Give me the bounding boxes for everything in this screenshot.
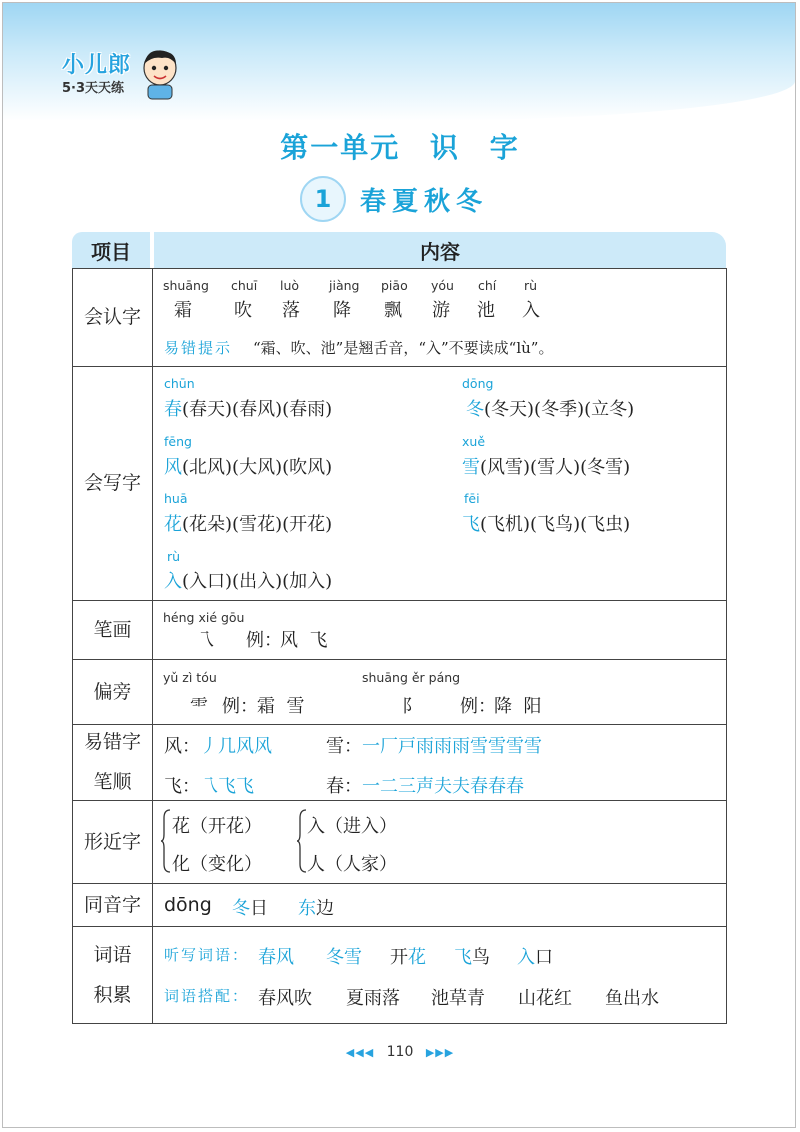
stroke-steps: 乁飞飞 <box>200 776 254 797</box>
lesson-number: 1 <box>300 176 346 222</box>
word-blue: 花 <box>408 947 426 968</box>
homophone-rest: 边 <box>316 898 334 919</box>
collocation-word: 鱼出水 <box>605 988 659 1009</box>
pinyin: rù <box>524 278 538 293</box>
example-text: 风 飞 <box>280 630 328 651</box>
column-divider <box>152 268 153 1024</box>
label-hui-ren-zi: 会认字 <box>83 306 141 328</box>
radical: 阝 <box>402 696 420 717</box>
pinyin: yǔ zì tóu <box>163 670 217 685</box>
tip-text: “霜、吹、池”是翘舌音，“入”不要读成“lù”。 <box>253 339 554 357</box>
stroke-steps: 丿几风风 <box>200 736 272 757</box>
pinyin: chí <box>478 278 497 293</box>
label-xing-jin: 形近字 <box>83 830 141 853</box>
char: 游 <box>432 300 450 321</box>
word-blue: 入 <box>517 947 535 968</box>
example-label: 例： <box>246 630 282 651</box>
char: 霜 <box>174 300 192 321</box>
stroke-order-xue <box>326 732 542 758</box>
pinyin: luò <box>280 278 300 293</box>
char: 吹 <box>234 300 252 321</box>
boy-mascot-icon <box>140 48 180 100</box>
write-item-xue <box>462 453 630 479</box>
logo-title: 小儿郎 <box>62 53 132 78</box>
collocation-word: 夏雨落 <box>346 988 400 1009</box>
label-ci-yu <box>73 926 152 1024</box>
row-divider <box>72 926 727 927</box>
char: 飘 <box>384 300 402 321</box>
homophone-char: 冬 <box>232 898 250 919</box>
label-ci-yu-2: 积累 <box>93 984 132 1006</box>
char: 落 <box>282 300 300 321</box>
logo-subtitle: 5·3天天练 <box>62 81 125 96</box>
pinyin: fēng <box>164 434 192 449</box>
char: 花 <box>164 514 182 535</box>
lesson-heading <box>300 176 488 222</box>
right-arrows-icon: ▶▶▶ <box>425 1046 455 1059</box>
stroke-order-chun <box>326 772 524 798</box>
pinyin: shuāng ěr páng <box>362 670 461 685</box>
pinyin: chuī <box>231 278 258 293</box>
collocation-label: 词语搭配： <box>164 987 250 1005</box>
radical: ⻗ <box>190 696 208 717</box>
row-divider <box>72 800 727 801</box>
pinyin: yóu <box>431 278 454 293</box>
dictation-word <box>258 943 294 969</box>
pinyin: rù <box>167 549 181 564</box>
homophone-char: 东 <box>298 898 316 919</box>
header-content: 内容 <box>154 232 726 268</box>
row-divider <box>72 883 727 884</box>
similar-char: 化（变化） <box>172 854 262 875</box>
row-divider <box>72 600 727 601</box>
write-item-hua <box>164 510 332 536</box>
write-item-fei <box>462 510 630 536</box>
label-pian-pang: 偏旁 <box>93 680 132 703</box>
example-text: 霜 雪 <box>257 696 305 717</box>
stroke-order-fei <box>164 772 254 798</box>
pinyin: piāo <box>381 278 408 293</box>
pinyin: dōng <box>462 376 494 391</box>
unit-title: 第一单元 识 字 <box>280 131 520 164</box>
label-ci-yu-1: 词语 <box>93 944 132 966</box>
pinyin: héng xié gōu <box>163 610 245 625</box>
lesson-title: 春夏秋冬 <box>360 186 489 217</box>
header-item: 项目 <box>72 232 150 268</box>
word-plain: 鸟 <box>472 947 490 968</box>
word-blue: 冬雪 <box>326 947 362 968</box>
dictation-word <box>454 943 490 969</box>
similar-char: 入（进入） <box>307 816 397 837</box>
label-bi-shun: 笔顺 <box>93 771 132 793</box>
pinyin: xuě <box>462 434 486 449</box>
label-yi-cuo-zi: 易错字 <box>83 731 141 753</box>
char: 冬 <box>466 399 484 420</box>
pinyin: chūn <box>164 376 195 391</box>
row-divider <box>72 724 727 725</box>
words: (春天)(春风)(春雨) <box>182 399 333 420</box>
homophone-word-1 <box>232 894 268 920</box>
stroke-char: 春： <box>326 776 362 797</box>
char: 入 <box>164 571 182 592</box>
example-label: 例： <box>460 696 496 717</box>
write-item-chun <box>164 395 332 421</box>
similar-char: 人（人家） <box>307 854 397 875</box>
stroke-steps: 一厂戸雨雨雨雪雪雪雪 <box>362 736 542 757</box>
collocation-word: 池草青 <box>431 988 485 1009</box>
word-blue: 飞 <box>454 947 472 968</box>
words: (风雪)(雪人)(冬雪) <box>480 457 631 478</box>
tip-label: 易错提示 <box>164 339 233 357</box>
similar-char: 花（开花） <box>172 816 262 837</box>
label-yi-cuo <box>73 724 152 800</box>
words: (花朵)(雪花)(开花) <box>182 514 333 535</box>
char: 风 <box>164 457 182 478</box>
words: (北风)(大风)(吹风) <box>182 457 333 478</box>
label-tong-yin: 同音字 <box>83 893 141 916</box>
char: 降 <box>333 300 351 321</box>
homophone-word-2 <box>298 894 334 920</box>
char: 雪 <box>462 457 480 478</box>
words: (冬天)(冬季)(立冬) <box>484 399 635 420</box>
word-plain: 开 <box>390 947 408 968</box>
stroke-char: 乁 <box>196 630 214 651</box>
label-hui-xie-zi: 会写字 <box>83 472 141 494</box>
char: 入 <box>522 300 540 321</box>
stroke-char: 风： <box>164 736 200 757</box>
logo <box>62 48 131 96</box>
row-divider <box>72 659 727 660</box>
stroke-steps: 一二三声夫夫春春春 <box>362 776 524 797</box>
stroke-order-feng <box>164 732 272 758</box>
stroke-char: 飞： <box>164 776 200 797</box>
write-item-ru <box>164 567 332 593</box>
pinyin: fēi <box>464 491 480 506</box>
homophone-rest: 日 <box>250 898 268 919</box>
dictation-word <box>390 943 426 969</box>
left-arrows-icon: ◀◀◀ <box>345 1046 375 1059</box>
pinyin: jiàng <box>329 278 360 293</box>
dictation-word <box>517 943 553 969</box>
collocation-word: 山花红 <box>518 988 572 1009</box>
example-text: 降 阳 <box>494 696 542 717</box>
label-bi-hua: 笔画 <box>93 618 132 641</box>
words: (飞机)(飞鸟)(飞虫) <box>480 514 631 535</box>
page-number: 110 <box>386 1044 414 1060</box>
dictation-word <box>326 943 362 969</box>
pinyin: huā <box>164 491 188 506</box>
char: 池 <box>477 300 495 321</box>
stroke-char: 雪： <box>326 736 362 757</box>
word-plain: 口 <box>535 947 553 968</box>
char: 飞 <box>462 514 480 535</box>
collocation-word: 春风吹 <box>258 988 312 1009</box>
word-blue: 春风 <box>258 947 294 968</box>
words: (入口)(出入)(加入) <box>182 571 333 592</box>
homophone-pinyin: dōng <box>164 894 212 916</box>
example-label: 例： <box>222 696 258 717</box>
write-item-feng <box>164 453 332 479</box>
row-divider <box>72 366 727 367</box>
page-footer <box>0 1044 800 1060</box>
pinyin: shuāng <box>163 278 209 293</box>
write-item-dong <box>466 395 634 421</box>
brace-icon <box>160 808 172 874</box>
char: 春 <box>164 399 182 420</box>
dictation-label: 听写词语： <box>164 946 250 964</box>
